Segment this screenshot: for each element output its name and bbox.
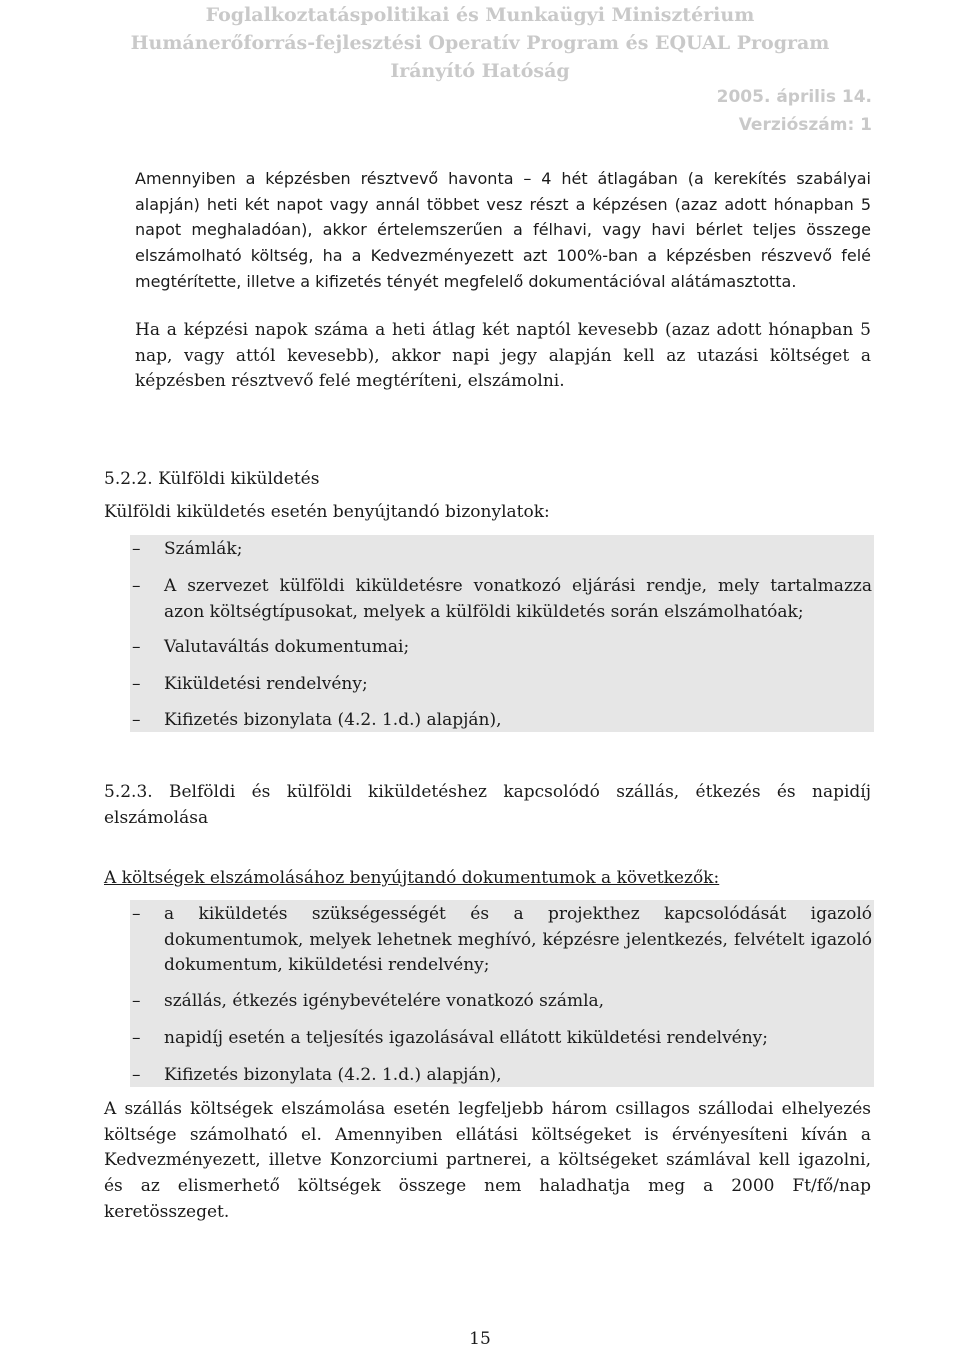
list-item-text: Kifizetés bizonylata (4.2. 1.d.) alapján), xyxy=(164,710,502,730)
intro-paragraph-2: Ha a képzési napok száma a heti átlag két naptól kevesebb (azaz adott hónapban 5 nap, vagy attól kevesebb), akkor napi jegy alapján kell az utazási költséget a képzésben résztvevő felé megtéríteni, elszámolni. xyxy=(135,320,871,392)
list-item-text: a kiküldetés szükségességét és a projekthez kapcsolódását igazoló dokumentumok, melyek lehetnek meghívó, képzésre jelentkezés, felvételt igazoló dokumentum, kiküldetési rendelvény; xyxy=(164,904,872,975)
section-522-title: 5.2.2. Külföldi kiküldetés xyxy=(104,469,320,489)
dash-bullet: – xyxy=(132,674,141,694)
list-item-text: szállás, étkezés igénybevételére vonatkozó számla, xyxy=(164,991,605,1011)
header-date: 2005. április 14. xyxy=(716,87,872,107)
list-item-text: Számlák; xyxy=(164,539,243,559)
dash-bullet: – xyxy=(132,1065,141,1085)
section-522-intro: Külföldi kiküldetés esetén benyújtandó bizonylatok: xyxy=(104,502,550,522)
list-item-text: Kiküldetési rendelvény; xyxy=(164,674,368,694)
dash-bullet: – xyxy=(132,1028,141,1048)
section-523-subtitle: A költségek elszámolásához benyújtandó dokumentumok a következők: xyxy=(104,868,720,888)
dash-bullet: – xyxy=(132,576,141,596)
list-item-text: Valutaváltás dokumentumai; xyxy=(164,637,410,657)
dash-bullet: – xyxy=(132,904,141,924)
section-523-closing: A szállás költségek elszámolása esetén legfeljebb három csillagos szállodai elhelyezés költsége számolható el. Amennyiben ellátási költségeket is érvényesíteni kíván a Kedvezményezett, illetve Konzorciumi partnerei, a költségeket számlával kell igazolni, és az elismerhető költségek összege nem haladhatja meg a 2000 Ft/fő/nap keretösszeget. xyxy=(104,1099,871,1222)
dash-bullet: – xyxy=(132,710,141,730)
list-item-text: napidíj esetén a teljesítés igazolásával ellátott kiküldetési rendelvény; xyxy=(164,1028,769,1048)
intro-paragraph-1: Amennyiben a képzésben résztvevő havonta – 4 hét átlagában (a kerekítés szabályai alapján) heti két napot vagy annál többet vesz részt a képzésen (azaz adott hónapban 5 napot meghaladóan), akkor értelemszerűen a félhavi, vagy havi bérlet teljes összege elszámolható költség, ha a Kedvezményezett azt 100%-ban a képzésben részvevő felé megtérítette, illetve a kifizetés tényét megfelelő dokumentációval alátámasztotta. xyxy=(135,169,871,291)
dash-bullet: – xyxy=(132,539,141,559)
dash-bullet: – xyxy=(132,637,141,657)
section-522-list xyxy=(130,535,874,732)
header-program: Humánerőforrás-fejlesztési Operatív Program és EQUAL Program xyxy=(130,32,830,54)
header-version: Verziószám: 1 xyxy=(738,115,872,135)
section-523-title: 5.2.3. Belföldi és külföldi kiküldetéshez kapcsolódó szállás, étkezés és napidíj elszámolása xyxy=(104,782,871,828)
list-item-text: Kifizetés bizonylata (4.2. 1.d.) alapján), xyxy=(164,1065,502,1085)
page-number: 15 xyxy=(469,1329,491,1349)
header-authority: Irányító Hatóság xyxy=(390,60,570,82)
dash-bullet: – xyxy=(132,991,141,1011)
header-ministry: Foglalkoztatáspolitikai és Munkaügyi Minisztérium xyxy=(205,4,755,26)
list-item-text: A szervezet külföldi kiküldetésre vonatkozó eljárási rendje, mely tartalmazza azon költségtípusokat, melyek a külföldi kiküldetés során elszámolhatóak; xyxy=(164,576,872,622)
